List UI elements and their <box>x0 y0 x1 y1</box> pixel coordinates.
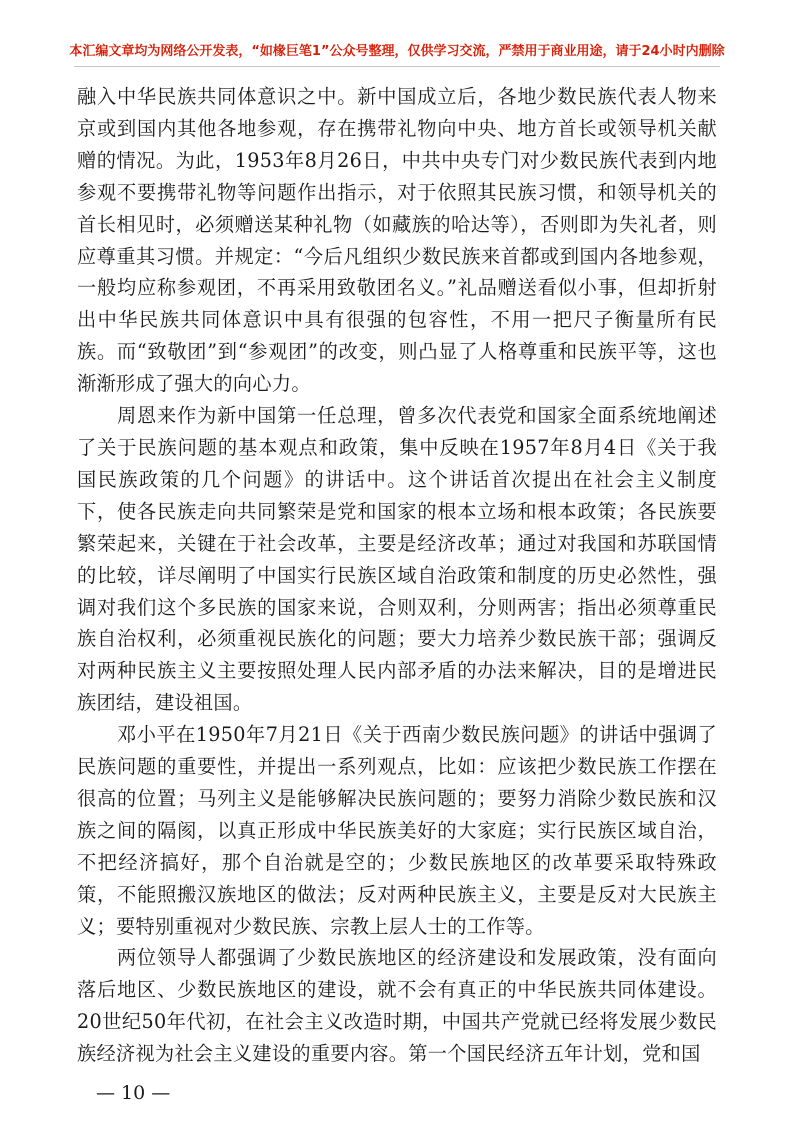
header-divider <box>74 66 720 67</box>
copyright-notice: 本汇编文章均为网络公开发表，“如椽巨笔1”公众号整理，仅供学习交流，严禁用于商业用途，请于24小时内删除 <box>69 44 725 59</box>
paragraph-2: 周恩来作为新中国第一任总理，曾多次代表党和国家全面系统地阐述了关于民族问题的基本观点和政策，集中反映在1957年8月4日《关于我国民族政策的几个问题》的讲话中。这个讲话首次提出在社会主义制度下，使各民族走向共同繁荣是党和国家的根本立场和根本政策；各民族要繁荣起来，关键在于社会改革，主要是经济改革；通过对我国和苏联国情的比较，详尽阐明了中国实行民族区域自治政策和制度的历史必然性，强调对我们这个多民族的国家来说，合则双利，分则两害；指出必须尊重民族自治权利，必须重视民族化的问题；要大力培养少数民族干部；强调反对两种民族主义主要按照处理人民内部矛盾的办法来解决，目的是增进民族团结，建设祖国。 <box>77 404 717 715</box>
paragraph-1: 融入中华民族共同体意识之中。新中国成立后，各地少数民族代表人物来京或到国内其他各地参观，存在携带礼物向中央、地方首长或领导机关献赠的情况。为此，1953年8月26日，中共中央专门对少数民族代表到内地参观不要携带礼物等问题作出指示，对于依照其民族习惯，和领导机关的首长相见时，必须赠送某种礼物（如藏族的哈达等），否则即为失礼者，则应尊重其习惯。并规定：“今后凡组织少数民族来首都或到国内各地参观，一般均应称参观团，不再采用致敬团名义。”礼品赠送看似小事，但却折射出中华民族共同体意识中具有很强的包容性，不用一把尺子衡量所有民族。而“致敬团”到“参观团”的改变，则凸显了人格尊重和民族平等，这也渐渐形成了强大的向心力。 <box>77 85 717 396</box>
paragraph-3: 邓小平在1950年7月21日《关于西南少数民族问题》的讲话中强调了民族问题的重要性，并提出一系列观点，比如：应该把少数民族工作摆在很高的位置；马列主义是能够解决民族问题的；要努力消除少数民族和汉族之间的隔阂，以真正形成中华民族美好的大家庭；实行民族区域自治，不把经济搞好，那个自治就是空的；少数民族地区的改革要采取特殊政策，不能照搬汉族地区的做法；反对两种民族主义，主要是反对大民族主义；要特别重视对少数民族、宗教上层人士的工作等。 <box>77 723 717 938</box>
paragraph-4: 两位领导人都强调了少数民族地区的经济建设和发展政策，没有面向落后地区、少数民族地区的建设，就不会有真正的中华民族共同体建设。20世纪50年代初，在社会主义改造时期，中国共产党就已经将发展少数民族经济视为社会主义建设的重要内容。第一个国民经济五年计划，党和国 <box>77 946 717 1066</box>
document-body <box>77 81 717 1070</box>
page-number: — 10 — <box>96 1082 171 1104</box>
